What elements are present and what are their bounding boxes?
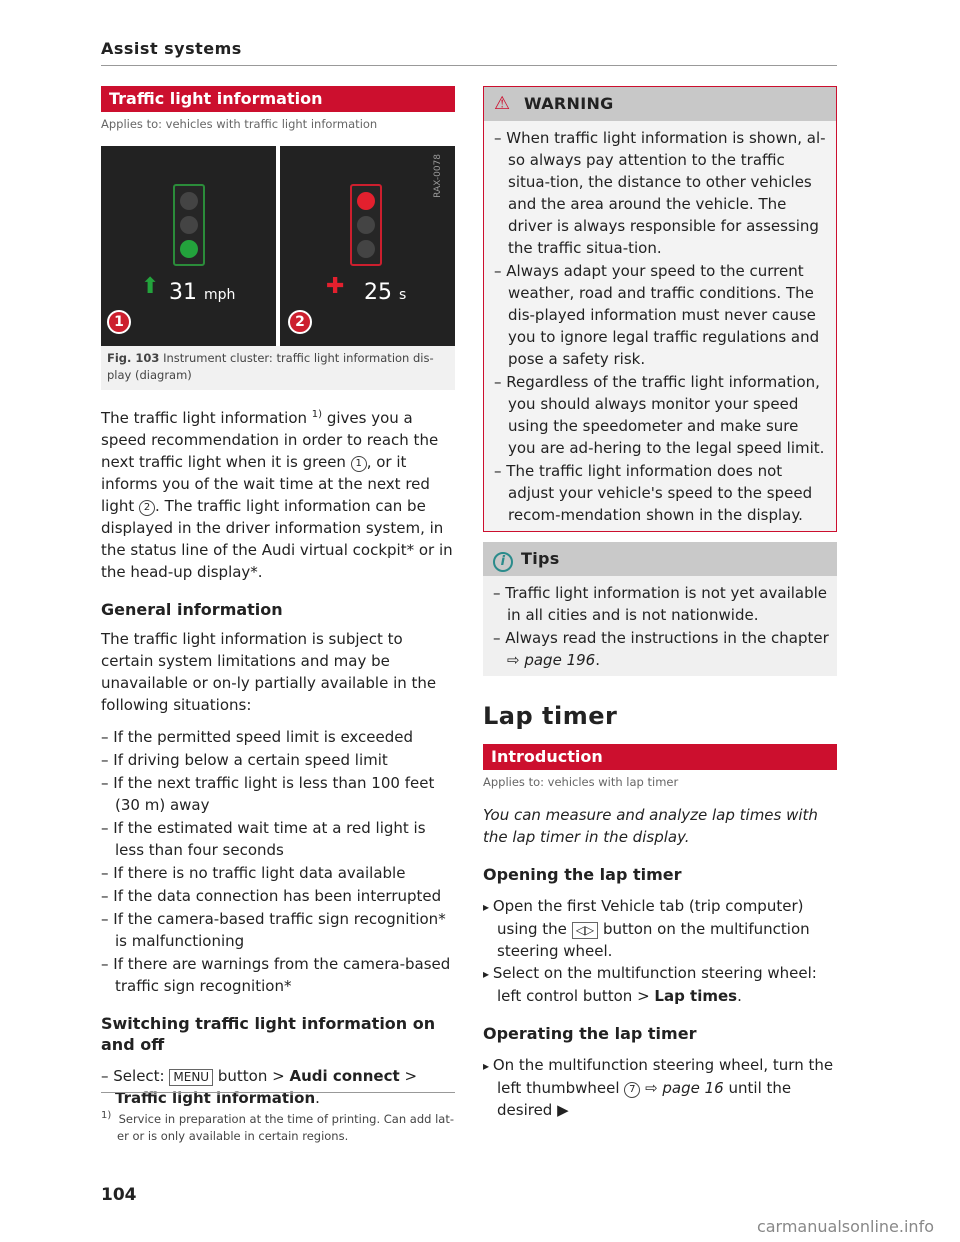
lamp-off (357, 216, 375, 234)
red-traffic-light-icon (350, 184, 382, 266)
list-item: – Always adapt your speed to the current weather, road and traffic conditions. The dis-played information must never cause you to ignore legal traffic regulations and pose a safety risk. (494, 260, 828, 370)
opening-steps (483, 895, 837, 1007)
general-text: The traffic light information is subject to certain system limitations and may be unavailable or on-ly partially available in the following situations: (101, 630, 437, 714)
footnote (101, 1092, 455, 1145)
section-title: Assist systems (101, 39, 242, 58)
callout-1: 1 (351, 456, 367, 472)
open-step-1a: Open the first Vehicle tab (trip computer) using the (492, 897, 804, 938)
period: . (595, 651, 600, 669)
period: . (315, 1089, 320, 1107)
list-item: – The traffic light information does not adjust your vehicle's speed to the speed recom-mendation shown in the display. (494, 460, 828, 526)
warning-title: WARNING (524, 94, 614, 113)
footnote-mark: 1) (101, 1110, 112, 1121)
list-item: – If the camera-based traffic sign recognition* is malfunctioning (101, 908, 455, 952)
lamp-green (180, 240, 198, 258)
intro-paragraph (101, 404, 455, 583)
opening-heading: Opening the lap timer (483, 865, 682, 884)
lap-intro: You can measure and analyze lap times with the lap timer in the display. (483, 806, 818, 846)
intro-text-2: gives you a speed recommendation in order to reach the next traffic light when it is green (101, 409, 439, 471)
tips-header (483, 542, 837, 576)
wait-value: 25 (364, 280, 392, 305)
limitations-list (101, 726, 455, 997)
list-item: – If driving below a certain speed limit (101, 749, 455, 771)
operating-steps (483, 1054, 837, 1121)
switching-heading: Switching traffic light information on and off (101, 1014, 436, 1054)
figure-103 (101, 146, 455, 390)
list-item: – If the estimated wait time at a red light is less than four seconds (101, 817, 455, 861)
list-item: – If there is no traffic light data available (101, 862, 455, 884)
tips-box (483, 542, 837, 676)
continue-arrow-icon: ▶ (557, 1101, 569, 1119)
speed-readout (169, 282, 235, 306)
list-item: – If the next traffic light is less than 100 feet (30 m) away (101, 772, 455, 816)
open-step-1b: button on the multifunction steering wheel. (497, 920, 810, 960)
period: . (737, 987, 742, 1005)
info-icon: i (493, 552, 513, 572)
page-link[interactable]: ⇨ page 196 (507, 651, 596, 669)
figure-code: RAX-0078 (433, 154, 443, 198)
callout-7: 7 (624, 1082, 640, 1098)
green-turn-arrow-icon: ⬆ (141, 274, 160, 299)
speed-value: 31 (169, 280, 197, 305)
tips-title: Tips (521, 549, 560, 568)
intro-text-4: . The traffic light information can be displayed in the driver information system, in the status line of the Audi virtual cockpit* or in the head-up display*. (101, 497, 453, 581)
running-header (101, 38, 837, 66)
callout-2: 2 (139, 500, 155, 516)
list-item: – Traffic light information is not yet available in all cities and is not nationwide. (493, 582, 829, 626)
list-item (483, 962, 837, 1007)
figure-caption (101, 346, 455, 390)
list-item: – If the data connection has been interrupted (101, 885, 455, 907)
left-column (101, 86, 455, 1110)
warning-header (484, 87, 836, 121)
footnote-body (101, 1107, 455, 1145)
lap-timer-heading: Lap timer (483, 702, 618, 730)
intro-text-3: , or it informs you of the wait time at the next red light (101, 453, 430, 515)
traffic-light-info-label: Traffic light information (115, 1089, 316, 1107)
list-item (483, 895, 837, 962)
lamp-off (180, 216, 198, 234)
lamp-off (180, 192, 198, 210)
oper-step-1b: until the desired (497, 1079, 792, 1119)
green-traffic-light-icon (173, 184, 205, 266)
page-link[interactable]: ⇨ page 16 (645, 1079, 724, 1097)
watermark: carmanualsonline.info (756, 1217, 934, 1236)
figure-marker-1: 1 (107, 310, 131, 334)
figure-caption-label: Fig. 103 (107, 351, 160, 365)
lap-applies-note: Applies to: vehicles with lap timer (483, 775, 679, 789)
select-prefix: Select: (113, 1067, 165, 1085)
warning-body (484, 121, 836, 531)
path-arrow: > (404, 1067, 418, 1085)
audi-connect-label: Audi connect (289, 1067, 400, 1085)
intro-text-1: The traffic light information (101, 409, 308, 427)
speed-unit: mph (204, 287, 236, 303)
applies-note: Applies to: vehicles with traffic light information (101, 117, 378, 131)
menu-key: MENU (169, 1069, 213, 1086)
wait-readout (364, 282, 406, 306)
footnote-ref: 1) (311, 409, 323, 420)
list-item (493, 627, 829, 671)
list-item: – Regardless of the traffic light information, you should always monitor your speed using the speedometer and make sure you are ad-hering to the legal speed limit. (494, 371, 828, 459)
tips-body (483, 576, 837, 676)
lamp-off (357, 240, 375, 258)
lap-times-label: Lap times (654, 987, 738, 1005)
list-item: – When traffic light information is shown, al-so always pay attention to the traffic situa-tion, the distance to other vehicles and the area around the vehicle. The driver is always responsible for assessing the traffic situa-tion. (494, 127, 828, 259)
footnote-text: Service in preparation at the time of printing. Can add lat-er or is only available in certain regions. (117, 1111, 454, 1143)
tips-2-text: Always read the instructions in the chapter (505, 629, 829, 647)
oper-step-1a: On the multifunction steering wheel, turn the left thumbwheel (492, 1056, 834, 1097)
figure-caption-text: Instrument cluster: traffic light information dis-play (diagram) (107, 351, 434, 382)
operating-heading: Operating the lap timer (483, 1024, 697, 1043)
general-heading: General information (101, 600, 283, 619)
list-item (483, 1054, 837, 1121)
figure-marker-2: 2 (288, 310, 312, 334)
list-item: – If the permitted speed limit is exceeded (101, 726, 455, 748)
red-turn-arrow-icon: ✚ (326, 274, 345, 299)
list-item: – If there are warnings from the camera-based traffic sign recognition* (101, 953, 455, 997)
view-key: ◁▷ (572, 922, 598, 939)
warning-list (494, 127, 828, 526)
introduction-title: Introduction (483, 744, 837, 770)
warning-box (483, 86, 837, 532)
figure-diagram (101, 146, 455, 346)
warning-triangle-icon: ⚠ (494, 93, 511, 114)
tips-list (493, 582, 829, 671)
right-column (483, 86, 837, 1121)
select-button-text: button > (217, 1067, 285, 1085)
lamp-red (357, 192, 375, 210)
figure-panel-red (280, 146, 455, 346)
figure-panel-green (101, 146, 276, 346)
page-number: 104 (101, 1185, 137, 1205)
wait-unit: s (399, 287, 407, 303)
traffic-light-title: Traffic light information (101, 86, 455, 112)
open-step-2a: Select on the multifunction steering wheel: left control button > (492, 964, 817, 1005)
